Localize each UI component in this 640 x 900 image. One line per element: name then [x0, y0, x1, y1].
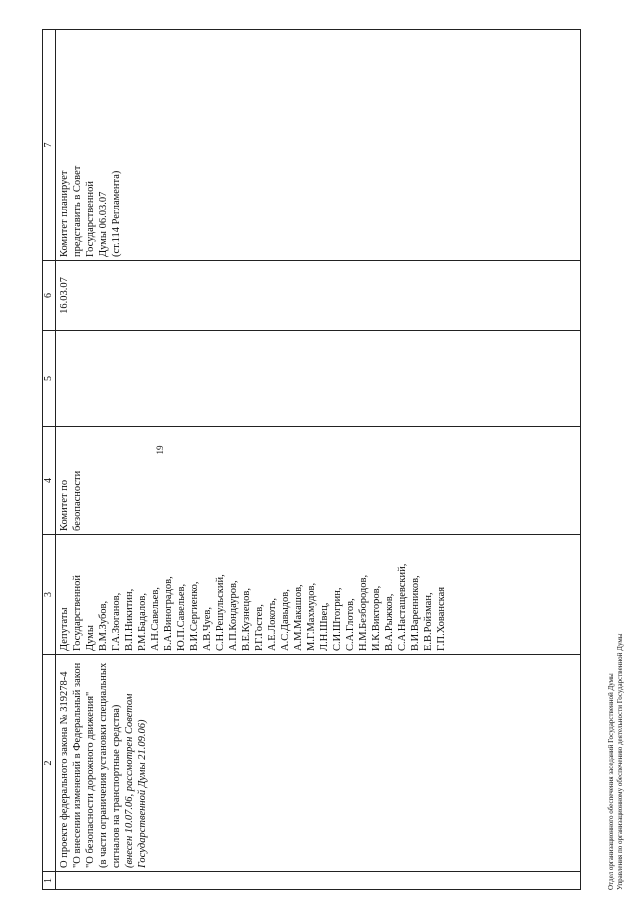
page-number: 19 — [155, 445, 165, 455]
column-header-4: 4 — [43, 427, 56, 535]
note-line: Государственной — [85, 181, 96, 257]
cell-bill-title — [56, 655, 581, 872]
bill-title-line: (в части ограничения установки специальных — [98, 662, 109, 868]
committee-line: безопасности — [72, 470, 83, 531]
column-header-1: 1 — [43, 872, 56, 890]
footer-line: Управления по организационному обеспечению деятельности Государственной Думы — [616, 633, 624, 890]
bill-title-line: "О внесении изменений в Федеральный закон — [72, 662, 83, 868]
author-line: В.Е.Кузнецов, — [241, 587, 252, 651]
author-line: В.А.Рыжков, — [384, 593, 395, 651]
author-line: Ю.П.Савельев, — [176, 583, 187, 651]
author-line: А.Н.Савельев, — [150, 587, 161, 651]
bill-title-line: сигналов на транспортные средства) — [111, 704, 122, 868]
author-line: А.С.Давыдов, — [280, 589, 291, 651]
author-line: А.Е.Локоть, — [267, 597, 278, 651]
author-line: В.И.Варенников, — [410, 575, 421, 651]
author-line: В.М.Зубов, — [98, 600, 109, 651]
bills-table — [42, 29, 581, 890]
bill-title-line: "О безопасности дорожного движения" — [85, 691, 96, 868]
author-line: Л.Н.Швец, — [319, 602, 330, 651]
author-line: М.Г.Махмудов, — [306, 582, 317, 651]
author-line: Н.М.Безбородов, — [358, 574, 369, 651]
author-line: В.И.Сергиенко, — [189, 581, 200, 651]
author-line: Р.Г.Гостев, — [254, 604, 265, 651]
author-line: С.Н.Решульский, — [215, 574, 226, 651]
author-line: А.П.Кондауров, — [228, 580, 239, 651]
footer-line: Отдел организационного обеспечения заседаний Государственной Думы — [607, 673, 615, 890]
cell-committee — [56, 427, 581, 535]
table-row — [56, 30, 581, 890]
bill-status-line: (внесен 10.07.06, рассмотрен Советом — [124, 693, 135, 868]
note-line: Комитет планирует — [59, 170, 70, 257]
author-line: С.И.Штогрин, — [332, 587, 343, 651]
author-line: С.А.Глотов, — [345, 598, 356, 651]
cell-note — [56, 30, 581, 261]
rotated-page-content — [42, 30, 624, 890]
author-line: Г.П.Хованская — [436, 586, 447, 651]
author-line: Г.А.Зюганов, — [111, 592, 122, 651]
cell-number — [56, 872, 581, 890]
author-line: Государственной — [72, 575, 83, 651]
column-header-3: 3 — [43, 535, 56, 655]
author-line: Е.В.Ройзман, — [423, 592, 434, 651]
author-line: И.К.Викторов, — [371, 585, 382, 651]
bill-status-line: Государственной Думы 21.09.06) — [137, 719, 148, 868]
note-line: Думы 06.03.07 — [98, 191, 109, 257]
author-line: А.М.Макашов, — [293, 584, 304, 651]
column-header-5: 5 — [43, 331, 56, 427]
column-header-6: 6 — [43, 261, 56, 331]
author-line: А.В.Чуев, — [202, 606, 213, 651]
note-line: представить в Совет — [72, 165, 83, 257]
author-line: В.П.Никитин, — [124, 588, 135, 651]
column-header-7: 7 — [43, 30, 56, 261]
note-line: (ст.114 Регламента) — [111, 170, 122, 257]
author-line: Б.А.Виноградов, — [163, 576, 174, 651]
committee-line: Комитет по — [59, 479, 70, 531]
cell-authors — [56, 535, 581, 655]
footer — [607, 634, 625, 890]
cell-column-5 — [56, 331, 581, 427]
header-row — [43, 30, 56, 890]
author-line: Депутаты — [59, 607, 70, 651]
bill-title-line: О проекте федерального закона № 319278-4 — [59, 671, 70, 868]
author-line: Р.М.Бадалов, — [137, 593, 148, 651]
cell-date: 16.03.07 — [56, 261, 581, 331]
author-line: Думы — [85, 625, 96, 651]
column-header-2: 2 — [43, 655, 56, 872]
author-line: С.А.Настащевский, — [397, 563, 408, 651]
